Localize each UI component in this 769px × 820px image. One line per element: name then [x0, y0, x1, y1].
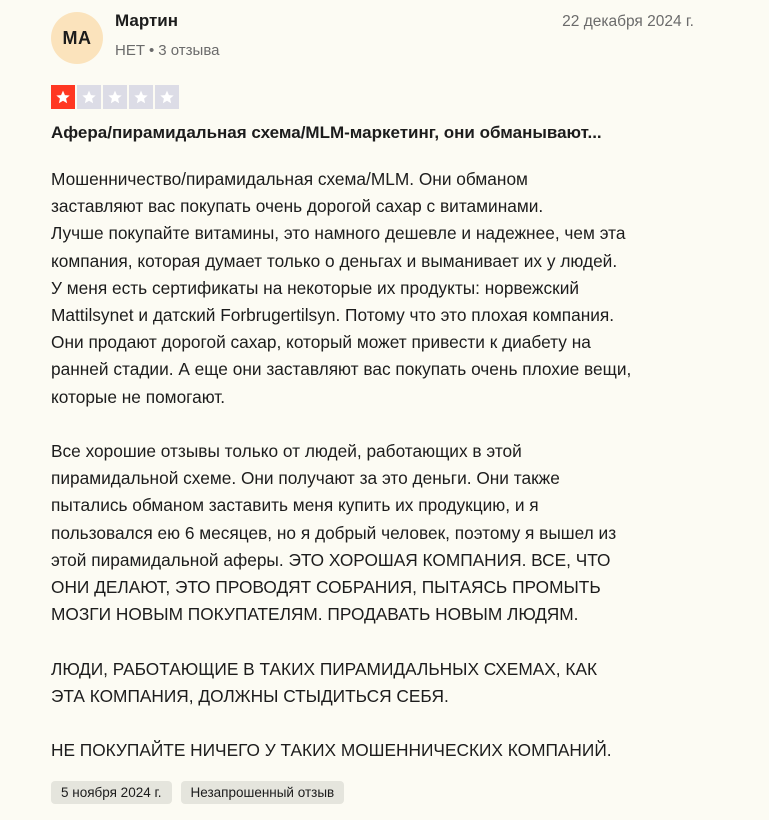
review-title[interactable]: Афера/пирамидальная схема/MLM-маркетинг, они обманывают...: [51, 123, 602, 142]
star-icon: [129, 85, 153, 109]
review-text-line: этой пирамидальной аферы. ЭТО ХОРОШАЯ КОМПАНИЯ. ВСЕ, ЧТО: [51, 549, 611, 570]
review-text-line: пользовался ею 6 месяцев, но я добрый человек, поэтому я вышел из: [51, 522, 617, 543]
review-text-line: ЛЮДИ, РАБОТАЮЩИЕ В ТАКИХ ПИРАМИДАЛЬНЫХ СХЕМАХ, КАК: [51, 658, 598, 679]
author-meta: [115, 42, 219, 59]
review-text-line: пытались обманом заставить меня купить их продукцию, и я: [51, 495, 539, 516]
meta-separator: •: [149, 42, 155, 59]
review-paragraph: [51, 166, 731, 411]
review-text-line: МОЗГИ НОВЫМ ПОКУПАТЕЛЯМ. ПРОДАВАТЬ НОВЫМ ЛЮДЯМ.: [51, 604, 579, 625]
review-text-line: Mattilsynet и датский Forbrugertilsyn. Потому что это плохая компания.: [51, 305, 615, 326]
unprompted-review-badge[interactable]: Незапрошенный отзыв: [181, 781, 345, 804]
review-text-line: У меня есть сертификаты на некоторые их продукты: норвежский: [51, 277, 579, 298]
author-country: НЕТ: [115, 42, 145, 59]
review-text-line: ЭТА КОМПАНИЯ, ДОЛЖНЫ СТЫДИТЬСЯ СЕБЯ.: [51, 685, 449, 706]
review-date: 22 декабря 2024 г.: [562, 13, 694, 30]
star-icon: [77, 85, 101, 109]
review-text-line: Лучше покупайте витамины, это намного дешевле и надежнее, чем эта: [51, 223, 626, 244]
star-icon: [155, 85, 179, 109]
review-text-line: Все хорошие отзывы только от людей, работающих в этой: [51, 441, 522, 462]
review-text-line: Они продают дорогой сахар, который может привести к диабету на: [51, 332, 591, 353]
star-icon: [103, 85, 127, 109]
review-text-line: ОНИ ДЕЛАЮТ, ЭТО ПРОВОДЯТ СОБРАНИЯ, ПЫТАЯСЬ ПРОМЫТЬ: [51, 577, 601, 598]
review-text-line: ранней стадии. А еще они заставляют вас покупать очень плохие вещи,: [51, 359, 632, 380]
experience-date-badge: 5 ноября 2024 г.: [51, 781, 172, 804]
review-tags: [51, 781, 344, 804]
author-reviews-count: 3 отзыва: [158, 42, 220, 59]
author-name[interactable]: Мартин: [115, 11, 179, 30]
review-paragraph: [51, 656, 731, 710]
review-text-line: Мошенничество/пирамидальная схема/MLM. Они обманом: [51, 169, 528, 189]
star-rating: [51, 85, 179, 109]
review-paragraph: [51, 737, 731, 764]
star-icon: [51, 85, 75, 109]
review-paragraph: [51, 438, 731, 628]
review-text-line: заставляют вас покупать очень дорогой сахар с витаминами.: [51, 196, 544, 217]
review-text-line: которые не помогают.: [51, 386, 226, 407]
review-text-line: компания, которая думает только о деньгах и выманивает их у людей.: [51, 250, 618, 271]
review-text-line: пирамидальной схеме. Они получают за это деньги. Они также: [51, 468, 560, 489]
review-body: [51, 166, 731, 792]
avatar[interactable]: MA: [51, 12, 103, 64]
review-text-line: НЕ ПОКУПАЙТЕ НИЧЕГО У ТАКИХ МОШЕННИЧЕСКИХ КОМПАНИЙ.: [51, 740, 612, 761]
